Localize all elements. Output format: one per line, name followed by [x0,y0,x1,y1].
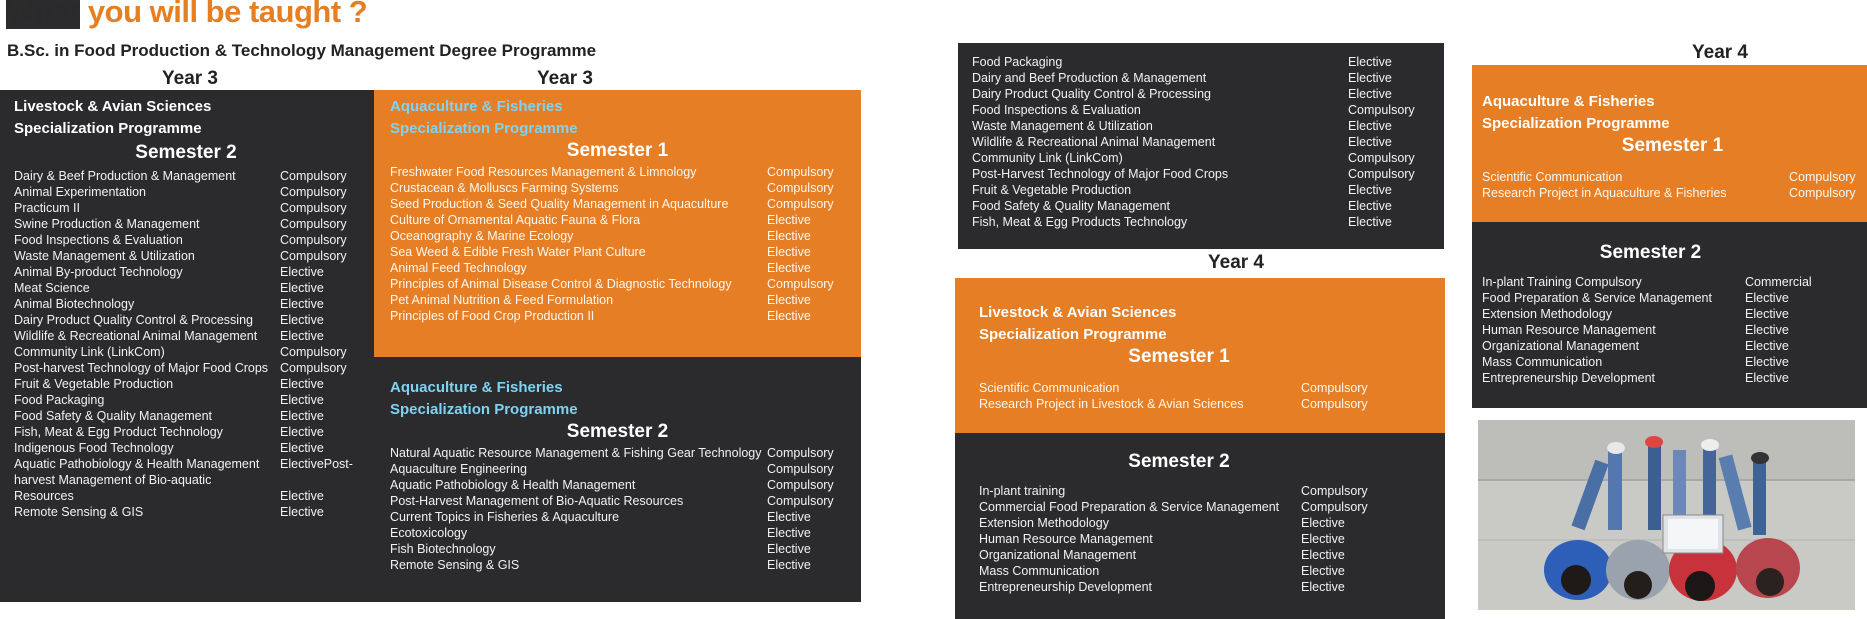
course-type: Compulsory [1348,103,1415,117]
course-name: Dairy & Beef Production & Management [14,169,236,183]
course-type: Compulsory [1301,397,1368,411]
course-name: Organizational Management [979,548,1137,562]
semester-heading: Semester 2 [135,142,237,163]
course-name: Animal Experimentation [14,185,147,199]
course-type: Compulsory [1301,484,1368,498]
course-type: Compulsory [280,185,347,199]
course-name: Scientific Communication [979,381,1120,395]
course-name: Waste Management & Utilization [14,249,195,263]
semester-heading: Semester 1 [566,140,669,161]
year-label-b: Year 3 [537,68,593,89]
course-row [14,216,358,232]
panel-aquaculture-y3-s2 [374,357,861,602]
course-name: In-plant training [979,484,1066,498]
course-name: Aquaculture Engineering [390,462,527,476]
course-name: Dairy Product Quality Control & Processing [972,87,1211,101]
course-row [390,493,845,509]
semester-heading: Semester 2 [566,421,669,442]
course-type: Compulsory [767,478,834,492]
course-row [1482,354,1819,370]
course-name: Human Resource Management [1482,323,1656,337]
course-name: Animal Feed Technology [390,261,527,275]
course-type: Elective [280,425,324,439]
course-type: Elective [1745,339,1789,353]
course-list [1482,169,1863,201]
course-type: ElectivePost- [280,457,353,471]
course-row [14,248,358,264]
course-row [14,328,358,344]
course-type: Elective [280,505,324,519]
course-row [390,292,845,308]
course-row [390,180,845,196]
course-name: Entrepreneurship Development [979,580,1153,594]
course-row [390,244,845,260]
year-label-e: Year 4 [1208,252,1264,273]
program-line-2: Specialization Programme [390,401,578,418]
course-name: Food Packaging [972,55,1063,69]
program-line-1: Livestock & Avian Sciences [979,304,1177,321]
course-type: Elective [1348,119,1392,133]
course-type: Compulsory [280,345,347,359]
course-type: Elective [767,542,811,556]
course-type: Elective [1301,516,1345,530]
course-row [390,477,845,493]
course-row [972,198,1426,214]
course-type: Compulsory [1301,381,1368,395]
course-name: Food Safety & Quality Management [14,409,213,423]
course-name: In-plant Training Compulsory [1482,275,1642,289]
course-row [14,408,358,424]
course-name: Indigenous Food Technology [14,441,174,455]
course-type: Elective [1348,183,1392,197]
course-type: Compulsory [280,361,347,375]
course-row [972,214,1426,230]
course-row [14,296,358,312]
course-name: Remote Sensing & GIS [390,558,520,572]
course-row [1482,322,1819,338]
course-name: Extension Methodology [979,516,1109,530]
course-name: Human Resource Management [979,532,1153,546]
course-type: Elective [767,213,811,227]
panel-livestock-y4-s2 [955,433,1445,619]
course-type: Elective [1348,71,1392,85]
program-line-2: Specialization Programme [14,120,202,137]
course-name: Post-Harvest Management of Bio-Aquatic Resources [390,494,684,508]
course-name: Organizational Management [1482,339,1640,353]
course-name: Animal Biotechnology [14,297,135,311]
course-type: Compulsory [767,277,834,291]
course-row [1482,290,1819,306]
course-type: Elective [280,377,324,391]
course-row [390,541,845,557]
course-row [14,504,358,520]
course-row [972,70,1426,86]
course-row [979,563,1379,579]
panel-aquaculture-y4-s1 [1472,65,1867,222]
course-type: Elective [280,329,324,343]
course-name: Extension Methodology [1482,307,1612,321]
course-name: Scientific Communication [1482,170,1623,184]
course-type: Elective [767,261,811,275]
course-name: Current Topics in Fisheries & Aquaculture [390,510,620,524]
course-row [972,150,1426,166]
course-name: Mass Communication [979,564,1100,578]
course-name: Wildlife & Recreational Animal Management [972,135,1216,149]
course-type: Compulsory [1789,170,1856,184]
course-type: Compulsory [1348,151,1415,165]
semester-heading: Semester 1 [1621,135,1724,156]
course-name: Meat Science [14,281,90,295]
program-line-2: Specialization Programme [979,326,1167,343]
course-type: Compulsory [280,169,347,183]
course-row [1482,185,1863,201]
course-row [14,200,358,216]
course-name: harvest Management of Bio-aquatic Resources [14,473,212,503]
course-row [390,461,845,477]
title-part-orange: you will be taught ? [87,0,368,29]
course-name: Food Inspections & Evaluation [972,103,1141,117]
students-photo [1478,420,1855,610]
course-type: Elective [280,441,324,455]
year-label-g: Year 4 [1692,42,1748,63]
course-row [14,456,358,472]
course-row [979,483,1379,499]
course-type: Commercial [1745,275,1812,289]
course-type: Compulsory [1301,500,1368,514]
course-name: Aquatic Pathobiology & Health Management [390,478,636,492]
course-type: Elective [1348,199,1392,213]
course-type: Elective [1301,580,1345,594]
program-line-2: Specialization Programme [1482,115,1670,132]
course-name: Crustacean & Molluscs Farming Systems [390,181,619,195]
course-name: Fish, Meat & Egg Products Technology [972,215,1188,229]
course-name: Research Project in Livestock & Avian Sciences [979,397,1244,411]
course-list [979,483,1379,595]
course-name: Dairy and Beef Production & Management [972,71,1207,85]
course-type: Compulsory [767,165,834,179]
panel-aquaculture-y3-s1 [374,90,861,357]
course-name: Food Safety & Quality Management [972,199,1171,213]
course-row [979,579,1379,595]
course-type: Elective [280,297,324,311]
course-row [390,557,845,573]
course-row [390,509,845,525]
course-row [390,196,845,212]
course-list [390,445,845,573]
course-row [972,166,1426,182]
program-line-1: Livestock & Avian Sciences [14,98,212,115]
course-type: Elective [280,489,324,503]
course-name: Mass Communication [1482,355,1603,369]
course-type: Elective [1301,532,1345,546]
course-type: Compulsory [767,197,834,211]
course-row [14,312,358,328]
course-name: Research Project in Aquaculture & Fisheries [1482,186,1727,200]
course-row [390,212,845,228]
course-type: Compulsory [767,494,834,508]
course-row [14,472,358,504]
course-name: Commercial Food Preparation & Service Management [979,500,1280,514]
course-type: Elective [1348,87,1392,101]
course-row [14,168,358,184]
title-part-dark: What [6,0,80,29]
course-row [979,499,1379,515]
course-list [390,164,845,324]
course-type: Elective [767,510,811,524]
course-row [979,547,1379,563]
course-type: Compulsory [280,217,347,231]
year-label-a: Year 3 [162,68,218,89]
course-list [14,168,358,520]
course-type: Elective [1301,564,1345,578]
course-name: Food Preparation & Service Management [1482,291,1712,305]
course-type: Elective [1745,307,1789,321]
course-row [14,392,358,408]
course-row [14,344,358,360]
course-row [1482,274,1819,290]
course-name: Fruit & Vegetable Production [972,183,1132,197]
course-row [14,360,358,376]
course-name: Fish Biotechnology [390,542,496,556]
course-type: Compulsory [280,249,347,263]
course-row [14,440,358,456]
course-type: Elective [1745,355,1789,369]
course-name: Aquatic Pathobiology & Health Management [14,457,260,471]
course-type: Elective [767,526,811,540]
page-title [6,0,367,30]
course-type: Elective [280,393,324,407]
course-list [1482,274,1819,386]
course-type: Elective [280,281,324,295]
course-row [390,228,845,244]
course-name: Food Inspections & Evaluation [14,233,183,247]
course-row [979,396,1379,412]
program-line-2: Specialization Programme [390,120,578,137]
course-type: Elective [1348,135,1392,149]
course-type: Elective [1745,291,1789,305]
course-name: Oceanography & Marine Ecology [390,229,574,243]
course-type: Compulsory [1789,186,1856,200]
course-name: Community Link (LinkCom) [972,151,1123,165]
course-list [972,54,1426,230]
course-row [14,424,358,440]
course-row [14,280,358,296]
panel-aquaculture-y4-s2 [1472,222,1867,408]
course-type: Elective [1301,548,1345,562]
course-name: Wildlife & Recreational Animal Management [14,329,258,343]
course-row [390,525,845,541]
course-row [972,118,1426,134]
course-type: Elective [1348,215,1392,229]
course-row [390,308,845,324]
course-name: Culture of Ornamental Aquatic Fauna & Flora [390,213,641,227]
course-name: Ecotoxicology [390,526,468,540]
students-photo-illustration [1478,420,1855,610]
course-row [1482,370,1819,386]
course-type: Compulsory [280,233,347,247]
course-row [14,184,358,200]
course-name: Pet Animal Nutrition & Feed Formulation [390,293,614,307]
course-name: Dairy Product Quality Control & Processing [14,313,253,327]
course-name: Sea Weed & Edible Fresh Water Plant Culture [390,245,646,259]
course-row [14,232,358,248]
course-list [979,380,1379,412]
course-row [14,376,358,392]
course-type: Elective [280,409,324,423]
course-name: Fish, Meat & Egg Product Technology [14,425,223,439]
course-row [390,445,845,461]
course-name: Food Packaging [14,393,105,407]
program-line-1: Aquaculture & Fisheries [1482,93,1655,110]
course-name: Waste Management & Utilization [972,119,1153,133]
course-name: Freshwater Food Resources Management & Limnology [390,165,697,179]
course-row [979,380,1379,396]
course-type: Compulsory [1348,167,1415,181]
course-name: Entrepreneurship Development [1482,371,1656,385]
course-type: Elective [767,229,811,243]
course-name: Principles of Food Crop Production II [390,309,595,323]
course-row [972,102,1426,118]
course-name: Fruit & Vegetable Production [14,377,174,391]
course-type: Elective [767,293,811,307]
semester-heading: Semester 1 [1128,346,1230,367]
course-name: Post-Harvest Technology of Major Food Crops [972,167,1229,181]
course-row [972,182,1426,198]
course-type: Elective [1745,323,1789,337]
course-type: Compulsory [280,201,347,215]
degree-subtitle: B.Sc. in Food Production & Technology Management Degree Programme [7,41,597,60]
course-type: Compulsory [767,462,834,476]
course-row [1482,169,1863,185]
course-type: Elective [767,558,811,572]
course-type: Elective [767,309,811,323]
semester-heading: Semester 2 [1128,451,1230,472]
course-type: Compulsory [767,181,834,195]
course-name: Remote Sensing & GIS [14,505,144,519]
course-type: Elective [280,265,324,279]
course-row [972,86,1426,102]
course-name: Natural Aquatic Resource Management & Fishing Gear Technology [390,446,762,460]
panel-electives-continued [958,43,1444,249]
course-type: Compulsory [767,446,834,460]
course-row [390,260,845,276]
course-row [390,164,845,180]
course-name: Post-harvest Technology of Major Food Crops [14,361,269,375]
course-row [972,54,1426,70]
program-line-1: Aquaculture & Fisheries [390,379,563,396]
panel-livestock-y3-s2 [0,90,374,602]
course-name: Practicum II [14,201,80,215]
course-row [1482,338,1819,354]
course-row [1482,306,1819,322]
course-type: Elective [767,245,811,259]
course-row [972,134,1426,150]
course-row [14,264,358,280]
course-type: Elective [1348,55,1392,69]
course-name: Animal By-product Technology [14,265,183,279]
course-row [979,515,1379,531]
course-type: Elective [1745,371,1789,385]
course-name: Swine Production & Management [14,217,200,231]
course-name: Community Link (LinkCom) [14,345,165,359]
course-type: Elective [280,313,324,327]
course-row [979,531,1379,547]
semester-heading: Semester 2 [1599,242,1702,263]
course-row [390,276,845,292]
program-line-1: Aquaculture & Fisheries [390,98,563,115]
course-name: Principles of Animal Disease Control & Diagnostic Technology [390,277,732,291]
panel-livestock-y4-s1 [955,278,1445,433]
course-name: Seed Production & Seed Quality Management in Aquaculture [390,197,729,211]
